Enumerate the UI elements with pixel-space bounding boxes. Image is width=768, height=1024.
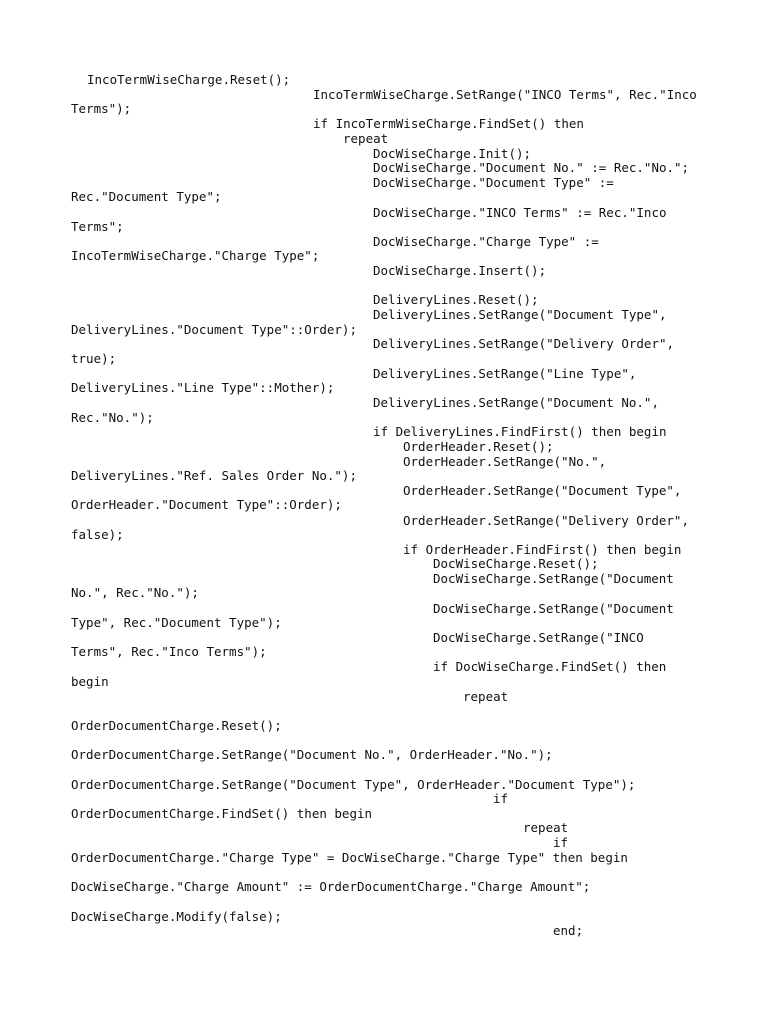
code-line: if DeliveryLines.FindFirst() then begin (373, 424, 667, 439)
code-line: DeliveryLines."Document Type"::Order); (71, 322, 357, 337)
code-line: DeliveryLines.SetRange("Line Type", (373, 366, 637, 381)
code-line: DeliveryLines.SetRange("Document No.", (373, 395, 659, 410)
code-line: repeat (343, 131, 389, 146)
code-line: DeliveryLines."Ref. Sales Order No."); (71, 468, 357, 483)
code-line: if DocWiseCharge.FindSet() then (433, 659, 667, 674)
code-line: begin (71, 674, 109, 689)
code-line: IncoTermWiseCharge.SetRange("INCO Terms", Rec."Inco (313, 87, 697, 102)
code-line: Terms", Rec."Inco Terms"); (71, 644, 267, 659)
code-line: Rec."Document Type"; (71, 189, 222, 204)
code-line: OrderHeader.SetRange("Document Type", (403, 483, 682, 498)
code-line: end; (553, 923, 584, 938)
code-line: OrderHeader.SetRange("Delivery Order", (403, 513, 689, 528)
code-line: OrderDocumentCharge.Reset(); (71, 718, 282, 733)
code-line: if (553, 835, 569, 850)
code-line: OrderDocumentCharge.FindSet() then begin (71, 806, 373, 821)
code-line: Terms"); (71, 101, 132, 116)
code-line: if (493, 791, 509, 806)
code-line: No.", Rec."No."); (71, 585, 199, 600)
code-line: OrderDocumentCharge.SetRange("Document Type", OrderHeader."Document Type"); (71, 777, 636, 792)
code-line: OrderDocumentCharge."Charge Type" = DocWiseCharge."Charge Type" then begin (71, 850, 628, 865)
code-line: DocWiseCharge."Charge Amount" := OrderDocumentCharge."Charge Amount"; (71, 879, 591, 894)
code-line: DocWiseCharge.SetRange("Document (433, 601, 674, 616)
code-line: IncoTermWiseCharge."Charge Type"; (71, 248, 320, 263)
code-line: DocWiseCharge.SetRange("Document (433, 571, 674, 586)
code-line: if IncoTermWiseCharge.FindSet() then (313, 116, 584, 131)
code-line: DocWiseCharge.Modify(false); (71, 909, 282, 924)
code-line: DocWiseCharge.Init(); (373, 146, 532, 161)
code-line: Terms"; (71, 219, 124, 234)
code-line: OrderHeader.Reset(); (403, 439, 554, 454)
code-line: DeliveryLines."Line Type"::Mother); (71, 380, 335, 395)
code-line: DeliveryLines.SetRange("Document Type", (373, 307, 667, 322)
code-line: DocWiseCharge.Reset(); (433, 556, 599, 571)
code-line: if OrderHeader.FindFirst() then begin (403, 542, 682, 557)
code-line: Type", Rec."Document Type"); (71, 615, 282, 630)
code-line: IncoTermWiseCharge.Reset(); (87, 72, 291, 87)
code-line: DocWiseCharge."Charge Type" := (373, 234, 599, 249)
code-line: repeat (523, 820, 569, 835)
code-line: true); (71, 351, 117, 366)
code-line: OrderDocumentCharge.SetRange("Document No.", OrderHeader."No."); (71, 747, 553, 762)
code-line: DeliveryLines.SetRange("Delivery Order", (373, 336, 675, 351)
code-line: OrderHeader.SetRange("No.", (403, 454, 607, 469)
code-line: DocWiseCharge."Document No." := Rec."No."; (373, 160, 690, 175)
code-line: repeat (463, 689, 509, 704)
code-line: DeliveryLines.Reset(); (373, 292, 539, 307)
code-line: DocWiseCharge."Document Type" := (373, 175, 614, 190)
code-line: DocWiseCharge."INCO Terms" := Rec."Inco (373, 205, 667, 220)
code-line: DocWiseCharge.Insert(); (373, 263, 547, 278)
code-line: false); (71, 527, 124, 542)
code-line: Rec."No."); (71, 410, 154, 425)
code-line: DocWiseCharge.SetRange("INCO (433, 630, 644, 645)
code-line: OrderHeader."Document Type"::Order); (71, 497, 342, 512)
